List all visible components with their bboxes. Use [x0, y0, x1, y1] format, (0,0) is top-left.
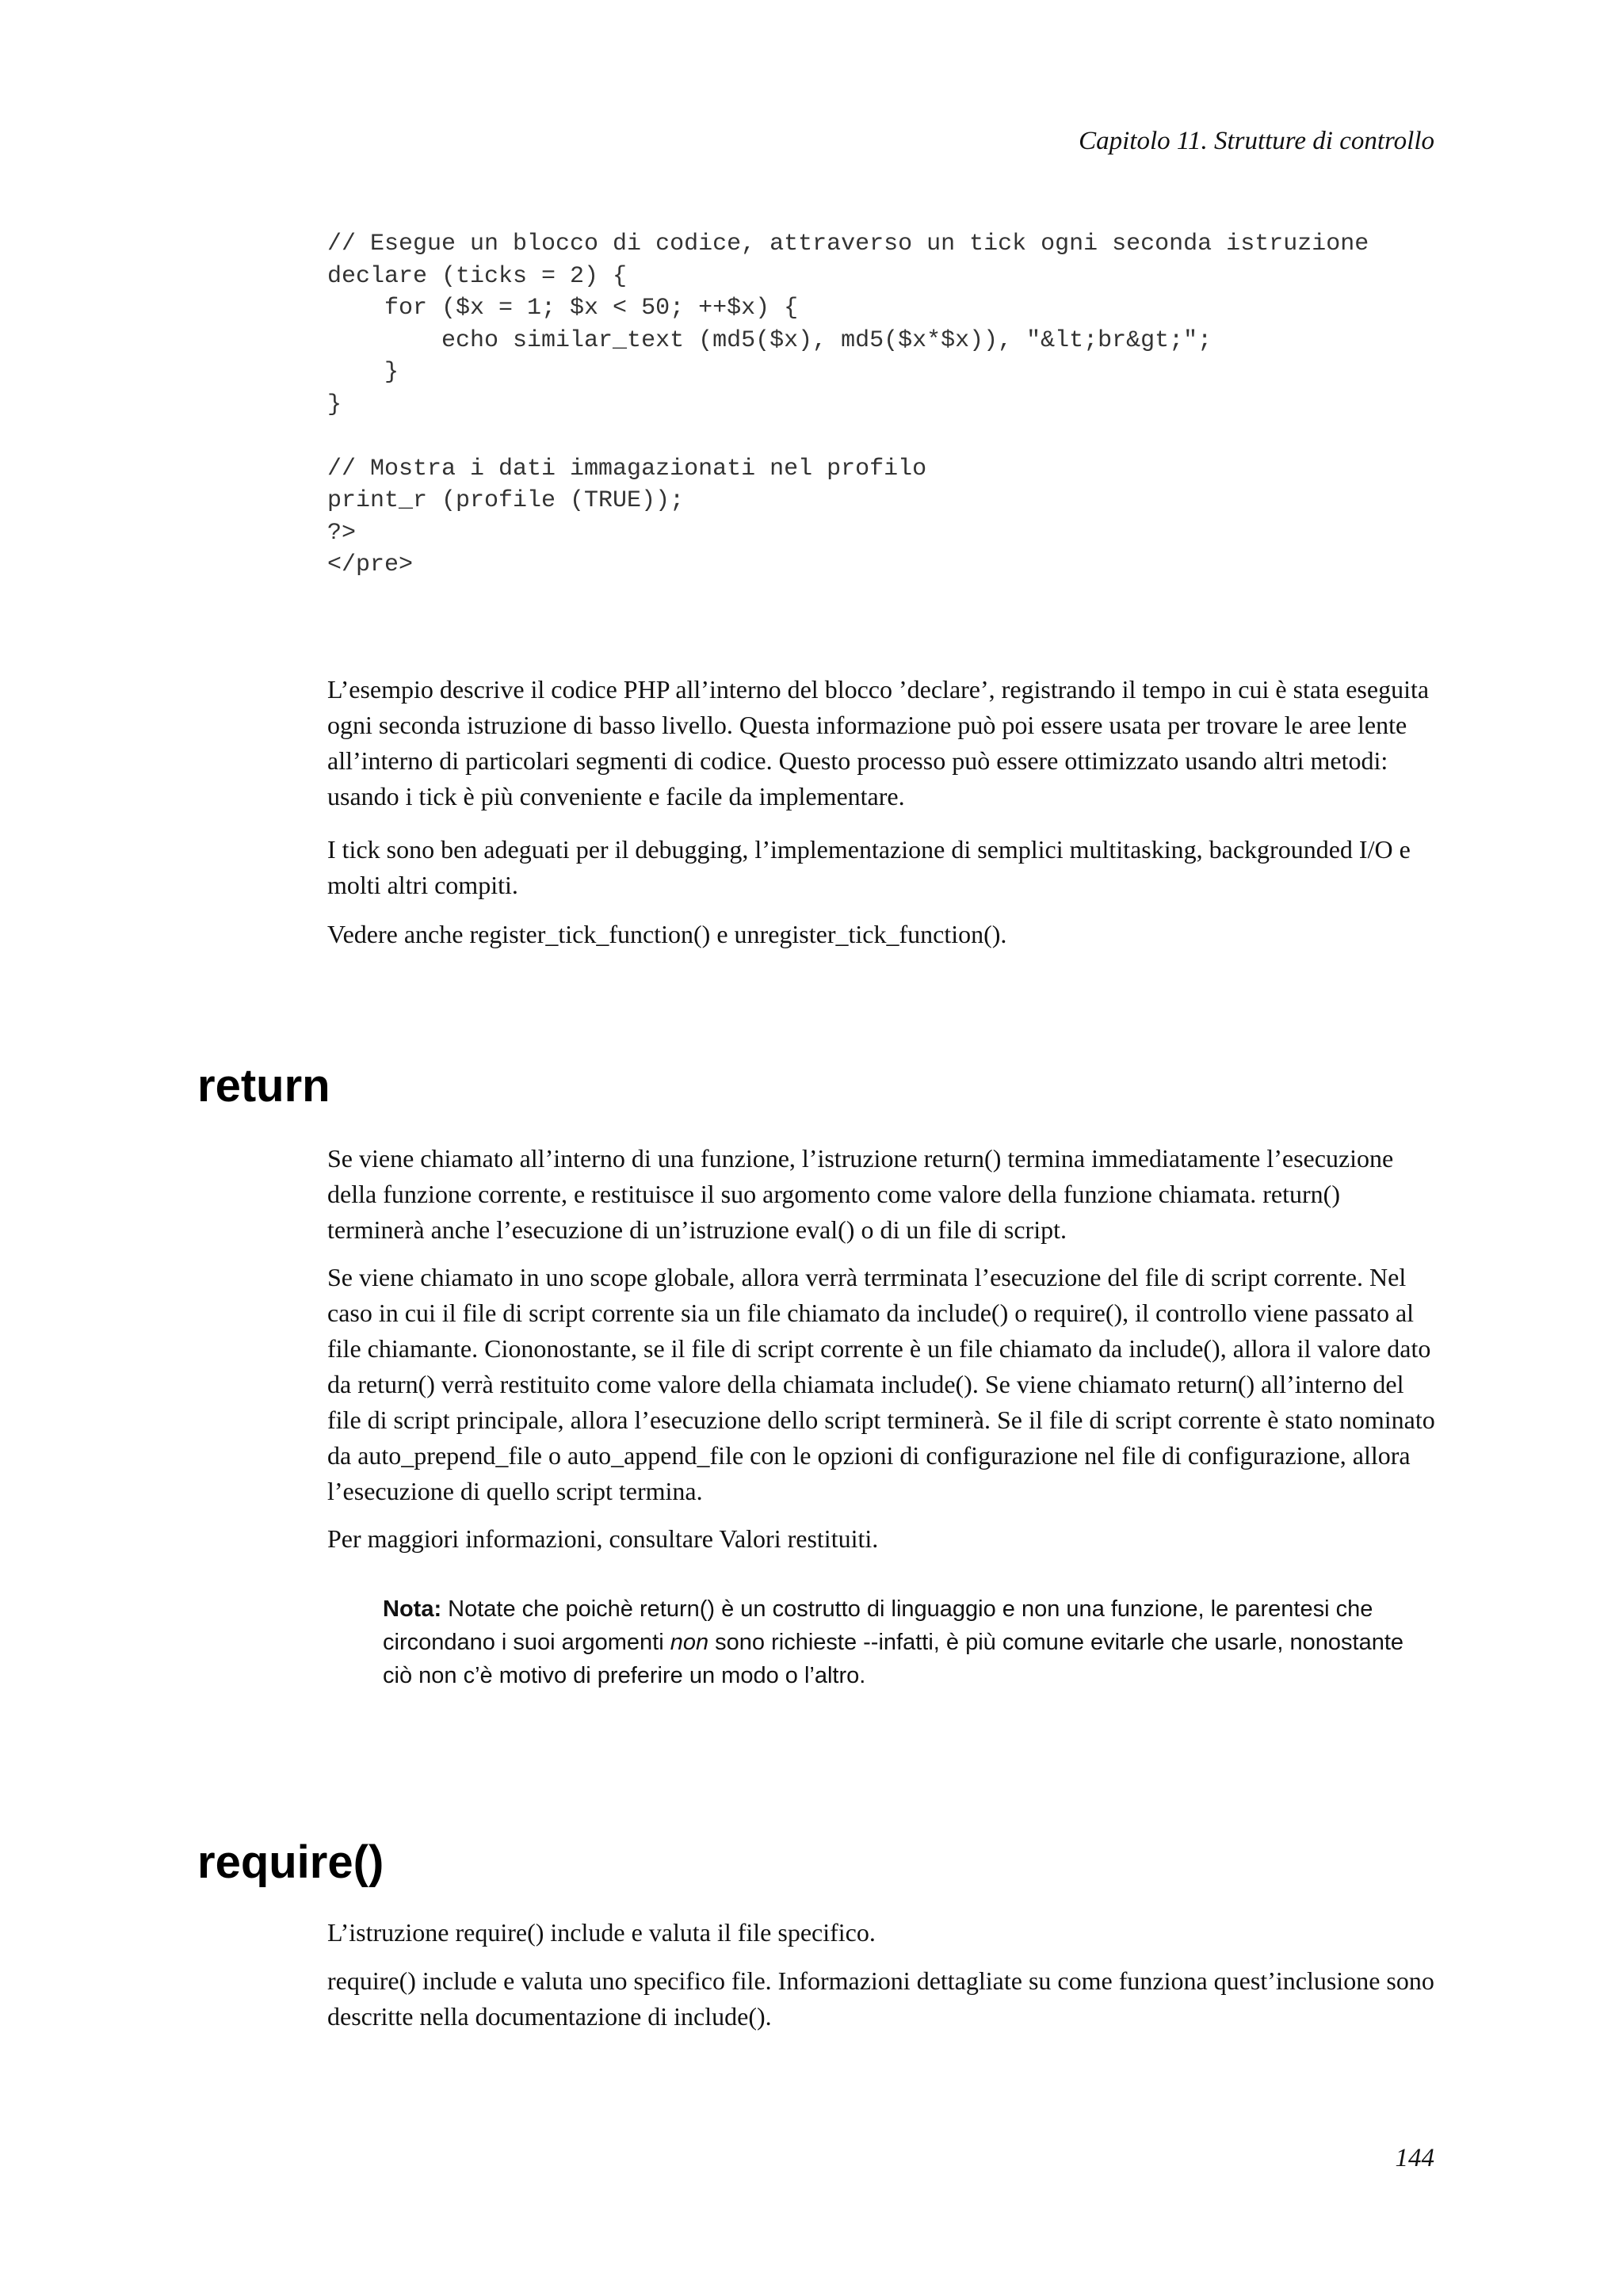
running-header: Capitolo 11. Strutture di controllo — [1079, 127, 1434, 155]
note-emphasis: non — [670, 1630, 709, 1655]
code-line: for ($x = 1; $x < 50; ++$x) { — [327, 295, 799, 322]
note-label: Nota: — [383, 1596, 442, 1622]
code-line: // Esegue un blocco di codice, attraverso un tick ogni seconda istruzione — [327, 231, 1369, 257]
code-line: // Mostra i dati immagazionati nel profilo — [327, 455, 927, 482]
code-line: declare (ticks = 2) { — [327, 262, 628, 290]
note-box — [383, 1592, 1437, 1692]
require-paragraph: require() include e valuta uno specifico file. Informazioni dettagliate su come funziona quest’inclusione sono descritte nella documentazione di include(). — [327, 1966, 1434, 2031]
code-line: } — [327, 359, 399, 386]
intro-paragraph: I tick sono ben adeguati per il debugging, l’implementazione di semplici multitasking, backgrounded I/O e molti altri compiti. — [327, 835, 1411, 899]
code-line: echo similar_text (md5($x), md5($x*$x)), "&lt;br&gt;"; — [327, 326, 1212, 354]
return-paragraph: Per maggiori informazioni, consultare Valori restituiti. — [327, 1524, 879, 1553]
code-line: ?> — [327, 519, 357, 547]
intro-paragraph: Vedere anche register_tick_function() e unregister_tick_function(). — [327, 920, 1007, 948]
page-number: 144 — [1395, 2144, 1434, 2172]
code-line: print_r (profile (TRUE)); — [327, 487, 685, 514]
return-paragraph: Se viene chiamato all’interno di una funzione, l’istruzione return() termina immediatamente l’esecuzione della funzione corrente, e restituisce il suo argomento come valore della funzione chiamata. return() terminerà anche l’esecuzione di un’istruzione eval() o di un file di script. — [327, 1144, 1394, 1244]
require-paragraph: L’istruzione require() include e valuta il file specifico. — [327, 1918, 876, 1947]
code-line — [327, 421, 1369, 453]
code-line: </pre> — [327, 551, 414, 578]
code-line: } — [327, 391, 342, 418]
return-paragraph: Se viene chiamato in uno scope globale, allora verrà terrminata l’esecuzione del file di script corrente. Nel caso in cui il file di script corrente sia un file chiamato da include() o require(), il controllo viene passato al file chiamante. Ciononostante, se il file di script corrente è un file chiamato da include(), allora il valore dato da return() verrà restituito come valore della chiamata include(). Se viene chiamato return() all’interno del file di script principale, allora l’esecuzione dello script terminerà. Se il file di script corrente è stato nominato da auto_prepend_file o auto_append_file con le opzioni di configurazione nel file di configurazione, allora l’esecuzione di quello script termina. — [327, 1263, 1435, 1505]
code-block — [327, 228, 1369, 582]
section-heading-require: require() — [197, 1836, 384, 1888]
intro-paragraph: L’esempio descrive il codice PHP all’interno del blocco ’declare’, registrando il tempo in cui è stata eseguita ogni seconda istruzione di basso livello. Questa informazione può poi essere usata per trovare le aree lente all’interno di particolari segmenti di codice. Questo processo può essere ottimizzato usando altri metodi: usando i tick è più conveniente e facile da implementare. — [327, 675, 1430, 810]
note-text: Notate che poichè return() è un costrutto di linguaggio e non una funzione, le parentesi che circondano i suoi argomenti — [383, 1596, 1373, 1655]
section-heading-return: return — [197, 1060, 330, 1112]
note-text: sono richieste --infatti, è più comune evitarle che usarle, nonostante ciò non c’è motivo di preferire un modo o l’altro. — [383, 1630, 1404, 1688]
